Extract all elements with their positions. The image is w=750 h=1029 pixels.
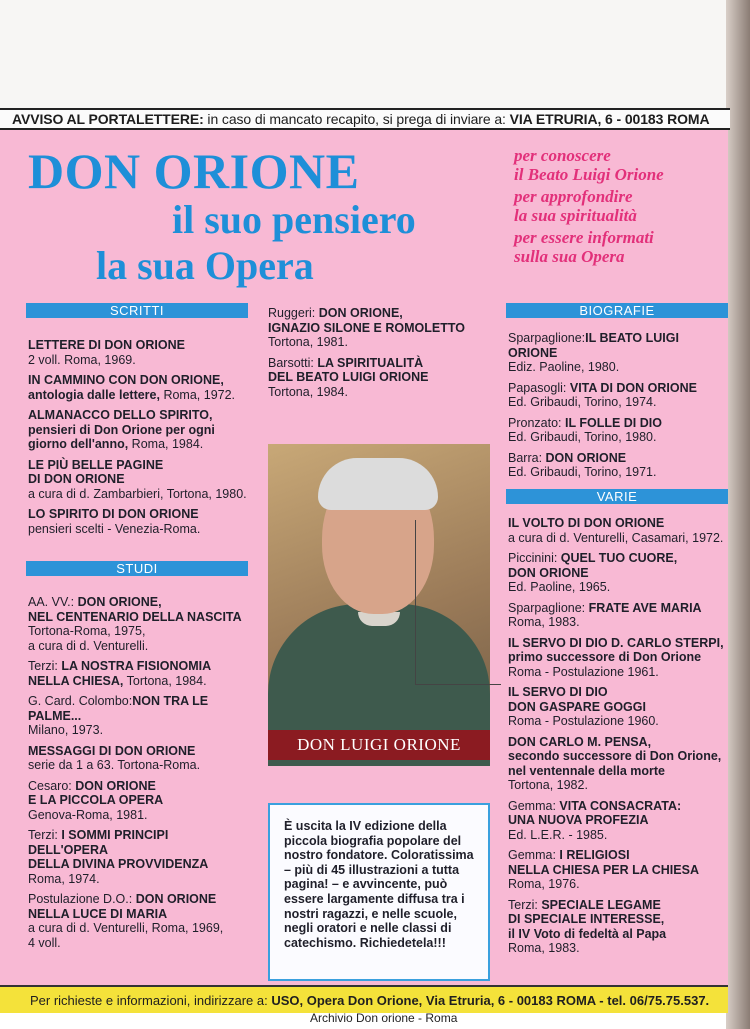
book-entry	[508, 551, 730, 595]
book-entry	[508, 898, 730, 956]
tagline: per conoscere il Beato Luigi Orione	[514, 146, 664, 184]
book-title: FRATE AVE MARIA	[588, 600, 702, 615]
notice-address: VIA ETRURIA, 6 - 00183 ROMA	[509, 111, 710, 127]
section-head-biografie: BIOGRAFIE	[506, 303, 728, 318]
taglines	[514, 146, 664, 269]
book-entry	[28, 373, 256, 402]
section-head-studi: STUDI	[26, 561, 248, 576]
book-detail: Tortona, 1982.	[508, 778, 588, 792]
top-margin	[0, 0, 750, 108]
book-author: Barra:	[508, 450, 546, 465]
book-entry	[508, 685, 730, 729]
portrait-caption: DON LUIGI ORIONE	[268, 730, 490, 760]
book-entry	[28, 408, 256, 452]
tagline: per approfondire la sua spiritualità	[514, 187, 637, 225]
book-author: Terzi:	[28, 828, 62, 842]
book-entry	[28, 458, 256, 502]
book-detail: Roma, 1972.	[159, 387, 236, 402]
scritti-list	[28, 338, 256, 542]
hair-shape	[318, 458, 438, 510]
book-title: I SOMMI PRINCIPI DELL'OPERA DELLA DIVINA PROVVIDENZA	[28, 828, 209, 871]
book-detail: Ediz. Paoline, 1980.	[508, 360, 620, 374]
book-author: Postulazione D.O.:	[28, 892, 136, 906]
book-title: IL BEATO LUIGI ORIONE	[508, 331, 679, 360]
book-title: IL VOLTO DI DON ORIONE	[508, 516, 665, 530]
book-author: Terzi:	[508, 897, 542, 912]
book-author: Ruggeri:	[268, 306, 319, 320]
book-entry	[508, 331, 730, 375]
book-author: Sparpaglione:	[508, 331, 586, 345]
subtitle-line-1: il suo pensiero	[172, 197, 416, 242]
book-entry	[268, 306, 498, 350]
book-detail: a cura di d. Venturelli, Roma, 1969, 4 voll.	[28, 921, 224, 950]
book-title: LO SPIRITO DI DON ORIONE	[28, 507, 199, 521]
book-detail: 2 voll. Roma, 1969.	[28, 352, 136, 367]
book-detail: Roma, 1974.	[28, 871, 100, 886]
book-detail: Roma - Postulazione 1961.	[508, 664, 659, 679]
book-detail: Ed. Gribaudi, Torino, 1974.	[508, 395, 657, 409]
book-detail: a cura di d. Zambarbieri, Tortona, 1980.	[28, 486, 247, 501]
book-title: VITA DI DON ORIONE	[569, 380, 697, 395]
archive-credit: Archivio Don orione - Roma	[310, 1011, 458, 1025]
biografie-list	[508, 331, 730, 486]
section-head-scritti: SCRITTI	[26, 303, 248, 318]
book-author: Pronzato:	[508, 415, 565, 430]
book-entry	[28, 779, 256, 823]
middle-list	[268, 306, 498, 405]
book-entry	[28, 507, 256, 536]
book-entry	[268, 356, 498, 400]
book-title: IL SERVO DI DIO D. CARLO STERPI, primo successore di Don Orione	[508, 635, 724, 664]
book-title: I RELIGIOSI NELLA CHIESA PER LA CHIESA	[508, 848, 699, 877]
book-author: Cesaro:	[28, 778, 76, 793]
book-author: Barsotti:	[268, 355, 318, 370]
book-author: Piccinini:	[508, 551, 561, 565]
book-title: ALMANACCO DELLO SPIRITO, pensieri di Don Orione per ogni giorno dell'anno,	[28, 408, 215, 451]
book-title: LE PIÙ BELLE PAGINE DI DON ORIONE	[28, 457, 164, 486]
book-detail: Tortona, 1984.	[268, 384, 348, 399]
book-title: LETTERE DI DON ORIONE	[28, 338, 185, 352]
book-entry	[508, 848, 730, 892]
book-author: Terzi:	[28, 659, 62, 673]
book-detail: Ed. Paoline, 1965.	[508, 580, 611, 594]
book-title: MESSAGGI DI DON ORIONE	[28, 743, 196, 758]
new-edition-callout: È uscita la IV edizione della piccola biografia popolare del nostro fondatore. Coloratissima – più di 45 illustrazioni a tutta pagina! – e avvincente, può essere largamente diffusa tra i nostri ragazzi, e nelle scuole, negli oratori e nelle classi di catechismo. Richiedetela!!!	[268, 803, 490, 981]
book-detail: Roma, 1983.	[508, 941, 580, 955]
subtitle-line-2: la sua Opera	[96, 243, 314, 288]
book-title: IN CAMMINO CON DON ORIONE, antologia dalle lettere,	[28, 373, 224, 402]
page-title: DON ORIONE	[28, 143, 360, 199]
book-author: Gemma:	[508, 798, 560, 813]
book-author: Papasogli:	[508, 380, 570, 395]
contact-prefix: Per richieste e informazioni, indirizzare a:	[30, 993, 272, 1008]
book-title: VITA CONSACRATA: UNA NUOVA PROFEZIA	[508, 798, 682, 827]
book-detail: Roma, 1984.	[128, 437, 204, 451]
book-entry	[508, 735, 730, 793]
book-entry	[508, 381, 730, 410]
book-title: SPECIALE LEGAME DI SPECIALE INTERESSE, il IV Voto di fedeltà al Papa	[508, 897, 667, 941]
notice-text: in caso di mancato recapito, si prega di inviare a:	[203, 111, 510, 127]
tagline: per essere informati sulla sua Opera	[514, 228, 654, 266]
book-title: NON TRA LE PALME...	[28, 694, 209, 723]
book-detail: serie da 1 a 63. Tortona-Roma.	[28, 758, 201, 772]
book-detail: Milano, 1973.	[28, 723, 104, 737]
portrait-card	[268, 444, 490, 766]
notice-label: AVVISO AL PORTALETTERE:	[12, 111, 204, 127]
book-detail: Tortona-Roma, 1975, a cura di d. Venturelli.	[28, 624, 149, 653]
book-title: IL SERVO DI DIO DON GASPARE GOGGI	[508, 685, 646, 714]
book-entry	[28, 892, 256, 950]
divider-line	[415, 684, 501, 685]
book-title: IL FOLLE DI DIO	[564, 415, 662, 430]
varie-list	[508, 516, 730, 962]
book-title: DON ORIONE NELLA LUCE DI MARIA	[28, 892, 217, 921]
book-detail: Genova-Roma, 1981.	[28, 807, 148, 822]
book-detail: Roma - Postulazione 1960.	[508, 714, 659, 728]
book-detail: Ed. L.E.R. - 1985.	[508, 827, 608, 842]
book-detail: Roma, 1983.	[508, 615, 580, 629]
book-author: Gemma:	[508, 848, 560, 862]
book-entry	[28, 828, 256, 886]
book-title: QUEL TUO CUORE, DON ORIONE	[508, 551, 678, 580]
book-entry	[508, 451, 730, 480]
book-detail: a cura di d. Venturelli, Casamari, 1972.	[508, 530, 724, 545]
book-detail: Tortona, 1984.	[123, 673, 207, 688]
book-title: DON ORIONE E LA PICCOLA OPERA	[28, 778, 164, 807]
book-author: G. Card. Colombo:	[28, 694, 133, 708]
book-entry	[508, 416, 730, 445]
book-detail: Tortona, 1981.	[268, 335, 348, 349]
book-entry	[28, 659, 256, 688]
postman-notice	[0, 108, 730, 130]
book-detail: Ed. Gribaudi, Torino, 1971.	[508, 465, 657, 479]
book-detail: pensieri scelti - Venezia-Roma.	[28, 521, 201, 536]
divider-line	[415, 520, 416, 685]
book-author: AA. VV.:	[28, 595, 78, 609]
book-entry	[508, 636, 730, 680]
book-detail: Roma, 1976.	[508, 877, 580, 891]
book-title: DON ORIONE, NEL CENTENARIO DELLA NASCITA	[28, 595, 242, 624]
section-head-varie: VARIE	[506, 489, 728, 504]
book-entry	[28, 694, 256, 738]
book-entry	[508, 601, 730, 630]
studi-list	[28, 595, 256, 956]
book-title: DON CARLO M. PENSA, secondo successore di Don Orione, nel ventennale della morte	[508, 734, 722, 778]
book-entry	[28, 744, 256, 773]
book-author: Sparpaglione:	[508, 600, 589, 615]
contact-bar	[0, 985, 728, 1013]
book-entry	[28, 338, 256, 367]
book-entry	[28, 595, 256, 653]
book-title: DON ORIONE, IGNAZIO SILONE E ROMOLETTO	[268, 306, 465, 335]
book-title: DON ORIONE	[545, 450, 627, 465]
contact-org: USO, Opera Don Orione, Via Etruria, 6 - 00183 ROMA - tel. 06/75.75.537.	[271, 993, 710, 1008]
book-title: LA NOSTRA FISIONOMIA NELLA CHIESA,	[28, 659, 212, 688]
book-detail: Ed. Gribaudi, Torino, 1980.	[508, 430, 657, 444]
book-entry	[508, 516, 730, 545]
book-entry	[508, 799, 730, 843]
book-title: LA SPIRITUALITÀ DEL BEATO LUIGI ORIONE	[268, 355, 429, 384]
